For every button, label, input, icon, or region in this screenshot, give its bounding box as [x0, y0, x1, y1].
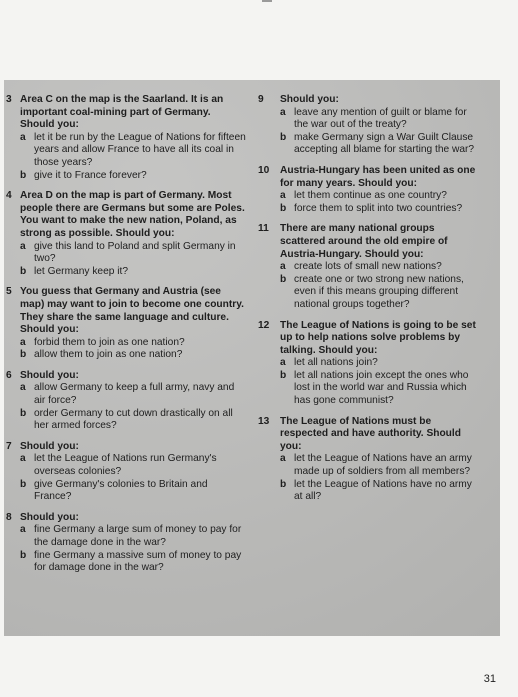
- question-stem: Area C on the map is the Saarland. It is an important coal-mining part of Germany. Should you:: [20, 94, 224, 131]
- option-b: [20, 170, 246, 183]
- question-9: [258, 94, 480, 157]
- option-text: give it to France forever?: [34, 169, 147, 181]
- option-text: allow them to join as one nation?: [34, 349, 183, 361]
- question-12: [258, 320, 480, 408]
- option-text: let the League of Nations run Germany's overseas colonies?: [34, 453, 217, 478]
- option-text: let all nations join?: [294, 357, 378, 369]
- option-letter: a: [20, 453, 26, 465]
- option-text: let the League of Nations have an army made up of soldiers from all members?: [294, 453, 472, 478]
- question-4: [6, 190, 246, 278]
- option-b: [280, 370, 480, 408]
- question-number: 6: [6, 369, 12, 381]
- option-text: let Germany keep it?: [34, 265, 128, 277]
- option-a: [280, 190, 480, 203]
- question-number: 10: [258, 164, 270, 176]
- option-b: [280, 479, 480, 504]
- question-number: 12: [258, 319, 270, 331]
- option-a: [280, 453, 480, 478]
- question-stem: Should you:: [20, 369, 79, 381]
- option-text: make Germany sign a War Guilt Clause accepting all blame for starting the war?: [294, 131, 475, 156]
- option-text: give Germany's colonies to Britain and France?: [34, 478, 208, 503]
- option-a: [280, 357, 480, 370]
- option-a: [20, 132, 246, 170]
- option-text: let the League of Nations have no army at all?: [294, 478, 472, 503]
- question-number: 11: [258, 223, 269, 235]
- option-letter: b: [20, 549, 27, 561]
- option-letter: a: [280, 453, 286, 465]
- question-5: [6, 286, 246, 362]
- option-a: [20, 337, 246, 350]
- question-stem: Area D on the map is part of Germany. Most people there are Germans but some are Poles. You want to make the new nation, Poland, as strong as possible. Should you:: [20, 190, 245, 239]
- question-number: 7: [6, 440, 12, 452]
- question-7: [6, 441, 246, 504]
- page-number: 31: [483, 673, 496, 685]
- option-b: [20, 479, 246, 504]
- question-number: 4: [6, 190, 12, 202]
- option-text: allow Germany to keep a full army, navy and air force?: [34, 382, 235, 407]
- top-mark: [262, 0, 272, 2]
- option-letter: b: [280, 478, 287, 490]
- question-stem: The League of Nations must be respected and have authority. Should you:: [280, 415, 461, 452]
- option-b: [280, 203, 480, 216]
- option-letter: b: [280, 369, 287, 381]
- option-letter: b: [280, 131, 287, 143]
- option-a: [20, 524, 246, 549]
- option-a: [20, 382, 246, 407]
- question-10: [258, 165, 480, 215]
- option-letter: a: [20, 240, 26, 252]
- question-stem: You guess that Germany and Austria (see map) may want to join to become one country. They share the same language and culture. Should you:: [20, 286, 244, 336]
- option-letter: b: [20, 169, 27, 181]
- option-text: create lots of small new nations?: [294, 261, 442, 273]
- option-a: [20, 241, 246, 266]
- question-number: 13: [258, 415, 270, 427]
- option-text: let it be run by the League of Nations for fifteen years and allow France to have all its coal in those years?: [34, 131, 246, 168]
- option-text: leave any mention of guilt or blame for the war out of the treaty?: [294, 106, 467, 131]
- option-b: [20, 408, 246, 433]
- question-stem: Austria-Hungary has been united as one for many years. Should you:: [280, 164, 476, 189]
- option-b: [20, 550, 246, 575]
- question-8: [6, 512, 246, 575]
- question-stem: Should you:: [20, 440, 79, 452]
- option-letter: b: [20, 265, 27, 277]
- option-letter: a: [20, 336, 26, 348]
- option-text: fine Germany a large sum of money to pay for the damage done in the war?: [34, 524, 242, 548]
- option-letter: a: [280, 357, 286, 369]
- question-number: 9: [258, 94, 264, 105]
- question-6: [6, 370, 246, 433]
- option-b: [280, 274, 480, 312]
- option-letter: a: [20, 382, 26, 394]
- question-number: 3: [6, 94, 12, 105]
- question-stem: The League of Nations is going to be set up to help nations solve problems by talking. Should you:: [280, 319, 476, 356]
- option-letter: a: [280, 261, 286, 273]
- question-stem: Should you:: [280, 94, 339, 105]
- option-text: fine Germany a massive sum of money to pay for damage done in the war?: [34, 549, 242, 574]
- option-text: forbid them to join as one nation?: [34, 336, 185, 348]
- question-3: [6, 94, 246, 182]
- question-stem: Should you:: [20, 511, 79, 523]
- option-text: order Germany to cut down drastically on all her armed forces?: [34, 407, 233, 432]
- option-letter: b: [280, 273, 287, 285]
- option-text: let all nations join except the ones who lost in the world war and Russia which has gone communist?: [294, 369, 469, 407]
- question-number: 8: [6, 511, 12, 523]
- option-text: force them to split into two countries?: [294, 202, 463, 214]
- option-letter: a: [20, 131, 26, 143]
- question-13: [258, 416, 480, 504]
- option-letter: a: [20, 524, 26, 536]
- option-letter: b: [20, 349, 27, 361]
- option-b: [20, 349, 246, 362]
- option-letter: a: [280, 190, 286, 202]
- option-a: [280, 107, 480, 132]
- option-text: give this land to Poland and split Germany in two?: [34, 240, 236, 265]
- right-column: [258, 94, 480, 512]
- option-letter: b: [20, 478, 27, 490]
- option-text: create one or two strong new nations, even if this means grouping different national groups together?: [294, 273, 464, 310]
- option-letter: a: [280, 106, 286, 118]
- option-b: [20, 266, 246, 279]
- option-letter: b: [20, 407, 27, 419]
- left-column: [6, 94, 246, 583]
- option-b: [280, 132, 480, 157]
- question-11: [258, 223, 480, 311]
- option-a: [20, 453, 246, 478]
- question-number: 5: [6, 286, 12, 298]
- option-text: let them continue as one country?: [294, 190, 447, 202]
- option-letter: b: [280, 202, 287, 214]
- question-stem: There are many national groups scattered around the old empire of Austria-Hungary. Should you:: [280, 223, 448, 260]
- option-a: [280, 261, 480, 274]
